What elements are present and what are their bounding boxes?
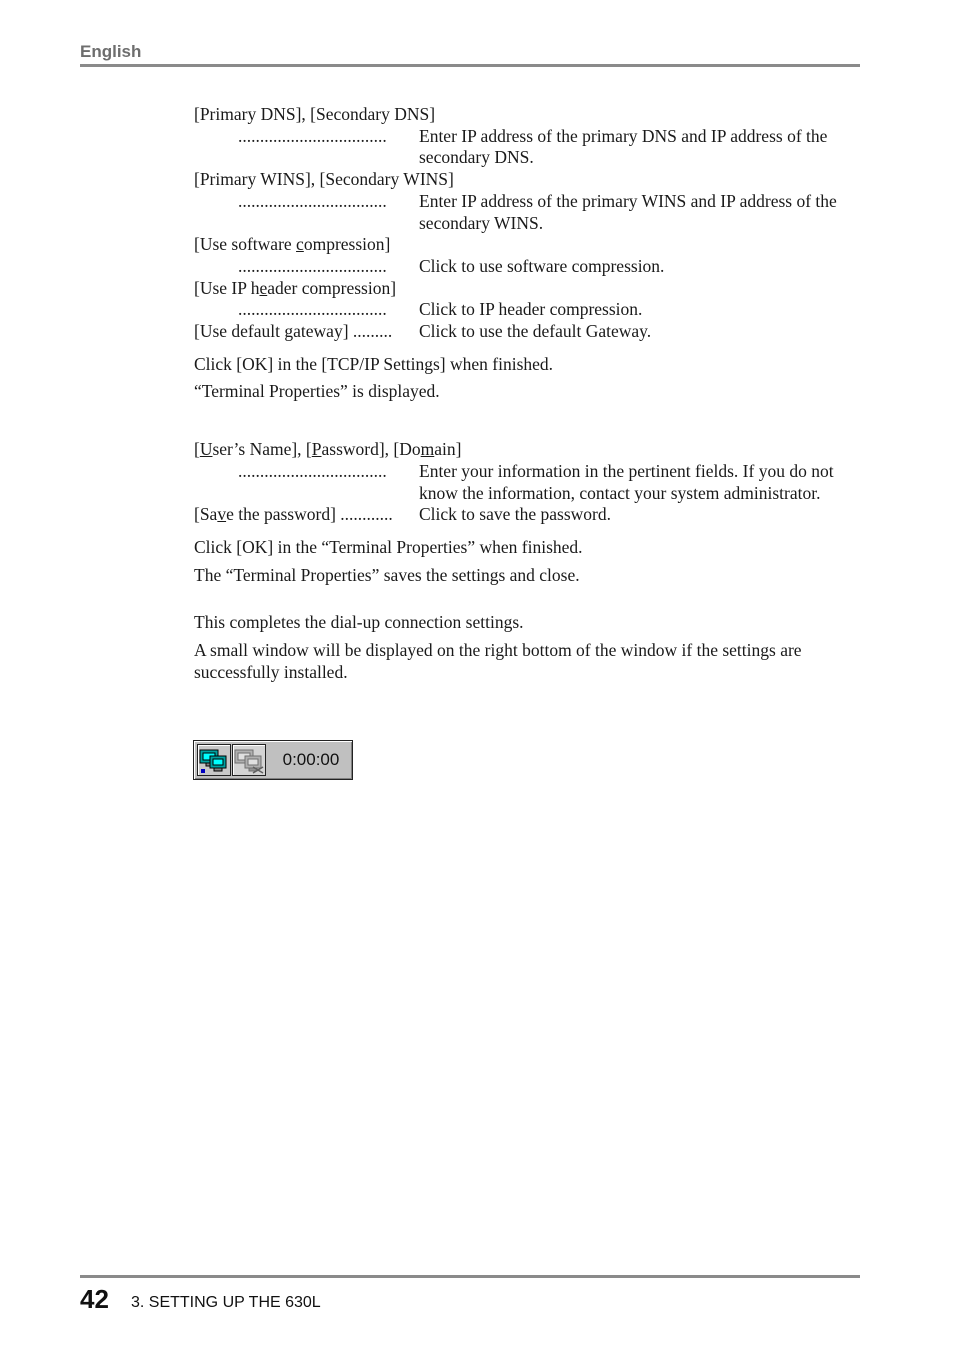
- user-desc: Enter your information in the pertinent fields. If you do not know the information, contact your system administrator.: [419, 460, 834, 503]
- gateway-label: [Use default gateway] .........: [194, 321, 393, 342]
- save-desc: Click to save the password.: [419, 504, 611, 525]
- wins-row: [194, 191, 862, 234]
- completes-text: This completes the dial-up connection settings.: [194, 612, 524, 633]
- footer-rule: [80, 1275, 860, 1278]
- user-row: [194, 461, 862, 504]
- terminal-displayed: “Terminal Properties” is displayed.: [194, 381, 440, 402]
- wins-desc: Enter IP address of the primary WINS and IP address of the secondary WINS.: [419, 190, 837, 233]
- leader-dots: ..................................: [238, 460, 387, 481]
- gateway-desc: Click to use the default Gateway.: [419, 321, 652, 342]
- dns-desc: Enter IP address of the primary DNS and IP address of the secondary DNS.: [419, 125, 828, 168]
- ipheader-desc: Click to IP header compression.: [419, 299, 643, 320]
- save-row: [194, 504, 862, 526]
- dialup-status-tray: [193, 740, 353, 780]
- dns-row: [194, 126, 862, 169]
- compression-row: [194, 256, 862, 278]
- chapter-title: 3. SETTING UP THE 630L: [131, 1294, 321, 1311]
- leader-dots: ..................................: [238, 190, 387, 211]
- network-disconnect-icon[interactable]: [232, 744, 266, 776]
- leader-dots: ..................................: [238, 299, 387, 320]
- gateway-row: [194, 321, 862, 343]
- ipheader-row: [194, 299, 862, 321]
- page-number: 42: [80, 1284, 109, 1314]
- save-label: [Save the password] ............: [194, 504, 393, 525]
- network-connected-icon[interactable]: [197, 744, 231, 776]
- wins-label: [Primary WINS], [Secondary WINS]: [194, 169, 454, 190]
- leader-dots: ..................................: [238, 255, 387, 276]
- terminal-saves: The “Terminal Properties” saves the settings and close.: [194, 564, 580, 585]
- dns-label: [Primary DNS], [Secondary DNS]: [194, 104, 436, 124]
- leader-dots: ..................................: [238, 125, 387, 146]
- user-label: [User’s Name], [Password], [Domain]: [194, 439, 462, 460]
- header-language: English: [80, 42, 142, 61]
- connection-timer: 0:00:00: [282, 750, 340, 769]
- header-rule: [80, 64, 860, 67]
- ipheader-label: [Use IP header compression]: [194, 277, 397, 298]
- compression-desc: Click to use software compression.: [419, 255, 665, 276]
- compression-label: [Use software compression]: [194, 234, 391, 255]
- main-content: [194, 104, 862, 683]
- small-window-text: A small window will be displayed on the right bottom of the window if the settings are successfully installed.: [194, 640, 802, 682]
- click-ok-terminal: Click [OK] in the “Terminal Properties” when finished.: [194, 536, 583, 557]
- click-ok-tcpip: Click [OK] in the [TCP/IP Settings] when finished.: [194, 353, 554, 374]
